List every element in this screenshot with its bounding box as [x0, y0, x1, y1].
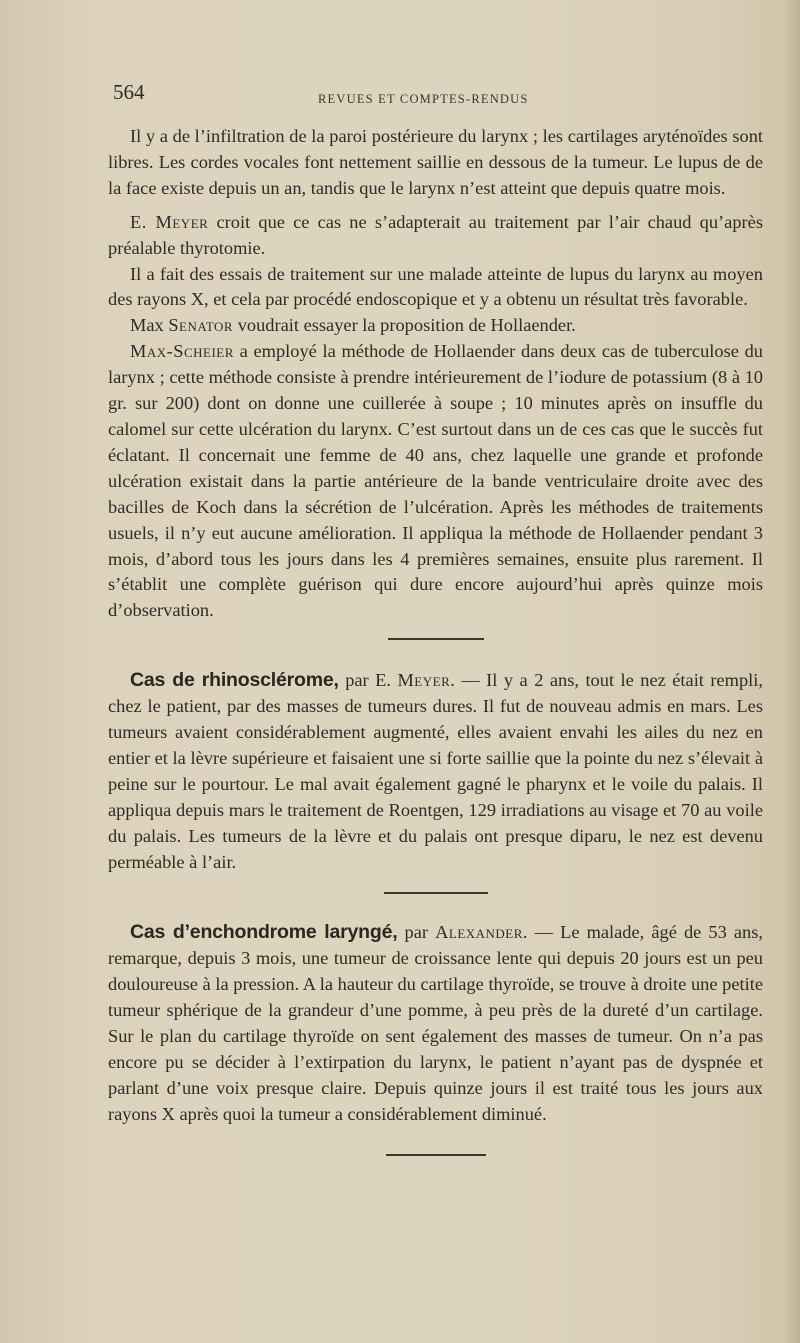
author-name: Alexander [435, 922, 523, 943]
section-divider [384, 892, 488, 894]
paragraph-text: voudrait essayer la proposition de Hollaender. [233, 315, 576, 336]
section-text: . — Le malade, âgé de 53 ans, remarque, depuis 3 mois, une tumeur de croissance lente qui depuis 20 jours est un peu douloureuse à la pression. A la hauteur du cartilage thyroïde, se trouve à droite une petite tumeur sphérique de la grandeur d’une pomme, à peu près de la dureté d’un cartilage. Sur le plan du cartilage thyroïde on sent également des masses de tumeur. On n’a pas encore pu se décider à l’extirpation du larynx, le patient n’ayant pas de dyspnée et parlant d’une voix presque claire. Depuis quinze jours il est traité tous les jours aux rayons X après quoi la tumeur a considérablement diminué. [108, 922, 763, 1124]
page-header [113, 80, 763, 110]
page-number: 564 [113, 80, 145, 104]
author-prefix: Max [130, 315, 169, 336]
author-name: E. Meyer [130, 211, 209, 232]
author-name: Senator [168, 315, 234, 336]
page-body [108, 124, 763, 1156]
author-name: Max-Scheier [130, 341, 234, 362]
paragraph-senator [108, 313, 763, 339]
section-rhinosclerome [108, 668, 763, 875]
paragraph-text: croit que ce cas ne s’adapterait au traitement par l’air chaud qu’après préalable thyrotomie. [108, 211, 763, 258]
section-enchondrome [108, 920, 763, 1127]
section-text: . — Il y a 2 ans, tout le nez était rempli, chez le patient, par des masses de tumeurs dures. Il fut de nouveau admis en mars. Les tumeurs avaient considérablement augmenté, elles avaient envahi les ailes du nez en entier et la lèvre supérieure et faisaient une si forte saillie que la pointe du nez s’élevait à peine sur le pourtour. Le mal avait également gagné le pharynx et le voile du palais. Il appliqua depuis mars le traitement de Roentgen, 129 irradiations au visage et 70 au voile du palais. Les tumeurs de la lèvre et du palais ont presque diparu, le nez est devenu perméable à l’air. [108, 670, 763, 872]
running-head: REVUES ET COMPTES-RENDUS [318, 92, 529, 106]
paragraph-text: a employé la méthode de Hollaender dans deux cas de tuberculose du larynx ; cette méthode consiste à prendre intérieurement de l’iodure de potassium (8 à 10 gr. sur 200) dont on donne une cuillerée à soupe ; 10 minutes après on insuffle du calomel sur cette ulcération du larynx. C’est surtout dans un de ces cas que le succès fut éclatant. Il concernait une femme de 40 ans, chez laquelle une grande et profonde ulcération existait dans la partie antérieure de la bande ventriculaire droite avec des bacilles de Koch dans la sécrétion de l’ulcération. Après les méthodes de traitements usuels, il n’y eut aucune amélioration. Il appliqua la méthode de Hollaender pendant 3 mois, d’abord tous les jours dans les 4 premières semaines, ensuite plus rarement. Il s’établit une complète guérison qui dure encore aujourd’hui après quinze mois d’observation. [108, 341, 763, 621]
byline: par E. [338, 670, 398, 691]
section-title: Cas d’enchondrome laryngé, [130, 921, 398, 944]
section-divider [388, 638, 484, 640]
paragraph-max-scheier [108, 339, 763, 624]
paragraph-infiltration: Il y a de l’infiltration de la paroi postérieure du larynx ; les cartilages aryténoïdes sont libres. Les cordes vocales font nettement saillie en dessous de la tumeur. Le lupus de de la face existe depuis un an, tandis que le larynx n’est atteint que depuis quatre mois. [108, 126, 763, 198]
section-title: Cas de rhinosclérome, [130, 669, 339, 692]
end-divider [386, 1154, 486, 1156]
author-name: Meyer [397, 670, 451, 691]
byline: par [397, 922, 436, 943]
paragraph-rayons-x: Il a fait des essais de traitement sur une malade atteinte de lupus du larynx au moyen des rayons X, et cela par procédé endoscopique et y a obtenu un résultat très favorable. [108, 263, 763, 310]
paragraph-meyer-opinion [108, 210, 763, 262]
